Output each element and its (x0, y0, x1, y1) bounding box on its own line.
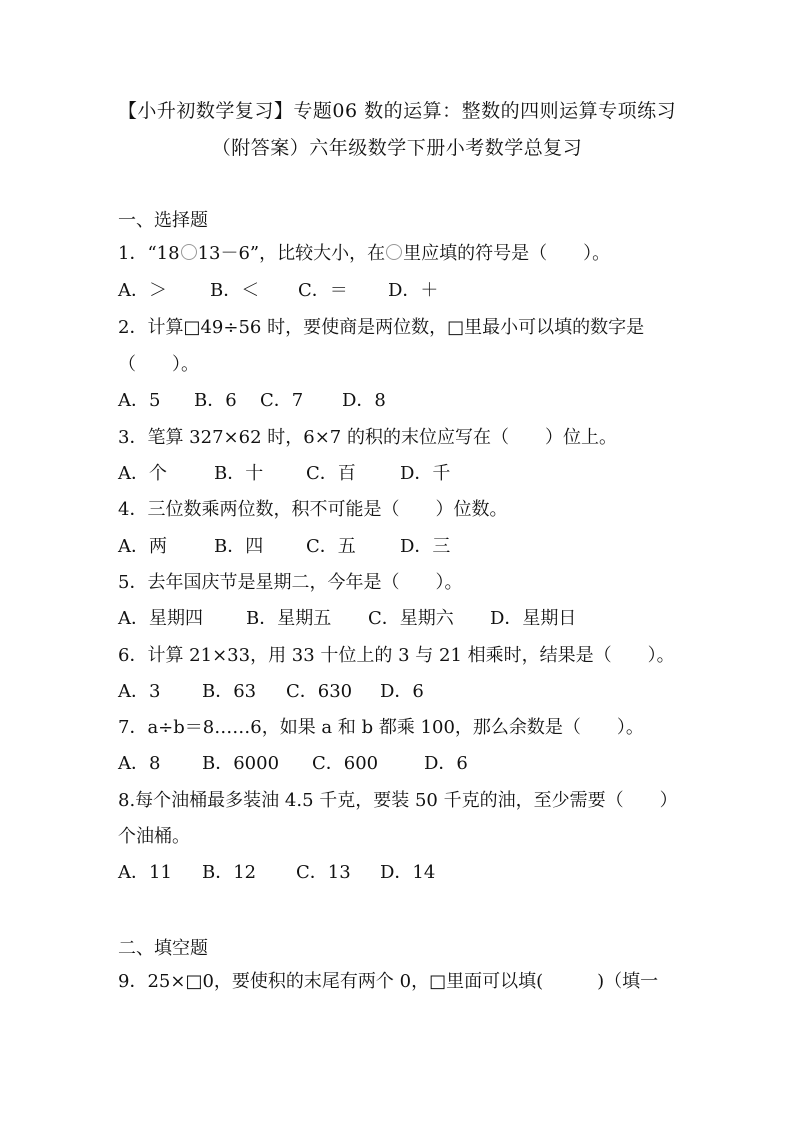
question-3: 3．笔算 327×62 时，6×7 的积的末位应写在（ ）位上。 (118, 427, 617, 448)
option-c: C．百 (306, 463, 356, 484)
option-c: C．星期六 (368, 608, 454, 629)
option-c: C．600 (312, 753, 379, 774)
question-3-options (118, 462, 450, 486)
question-8-line-1: 8.每个油桶最多装油 4.5 千克，要装 50 千克的油，至少需要（ ） (118, 790, 678, 811)
option-d: D．8 (342, 390, 386, 411)
option-c: C．13 (296, 862, 351, 883)
option-d: D．千 (400, 463, 451, 484)
question-1 (118, 242, 610, 266)
option-d: D．＋ (388, 280, 439, 301)
option-a: A．5 (118, 390, 161, 411)
question-6-options (118, 680, 424, 704)
option-b: B．63 (202, 681, 257, 702)
option-d: D．6 (380, 681, 424, 702)
section-heading-choice: 一、选择题 (118, 210, 208, 231)
question-1-options (118, 279, 438, 303)
option-a: A．两 (118, 536, 167, 557)
circle-blank-icon (386, 244, 402, 260)
option-b: B．12 (202, 862, 257, 883)
option-b: B．6 (194, 390, 237, 411)
question-2-line-2: （ ）。 (118, 354, 199, 375)
option-b: B．6000 (202, 753, 280, 774)
option-b: B．＜ (210, 280, 260, 301)
option-b: B．四 (214, 536, 264, 557)
option-c: C．630 (286, 681, 353, 702)
question-7: 7．a÷b＝8……6，如果 a 和 b 都乘 100，那么余数是（ ）。 (118, 717, 644, 738)
question-4: 4．三位数乘两位数，积不可能是（ ）位数。 (118, 499, 508, 520)
question-1-text-b: 13－6”，比较大小，在 (197, 243, 386, 264)
option-a: A．11 (118, 862, 172, 883)
option-c: C．＝ (298, 280, 348, 301)
title-line-2: （附答案）六年级数学下册小考数学总复习 (211, 137, 583, 159)
option-d: D．14 (380, 862, 436, 883)
question-9: 9．25×□0，要使积的末尾有两个 0，□里面可以填( )（填一 (118, 971, 659, 992)
question-6: 6．计算 21×33，用 33 十位上的 3 与 21 相乘时，结果是（ ）。 (118, 645, 675, 666)
option-a: A．8 (118, 753, 161, 774)
option-a: A．＞ (118, 280, 167, 301)
question-8-line-2: 个油桶。 (118, 826, 190, 847)
question-7-options (118, 752, 468, 776)
section-heading-fill: 二、填空题 (118, 938, 208, 959)
circle-blank-icon (181, 244, 197, 260)
question-2-line-1: 2．计算□49÷56 时，要使商是两位数，□里最小可以填的数字是 (118, 317, 645, 338)
option-d: D．三 (400, 536, 451, 557)
option-a: A．3 (118, 681, 161, 702)
option-a: A．星期四 (118, 608, 203, 629)
question-1-text-a: 1．“18 (118, 243, 180, 264)
option-c: C．7 (260, 390, 304, 411)
option-d: D．星期日 (490, 608, 577, 629)
question-5-options (118, 607, 576, 631)
option-d: D．6 (424, 753, 468, 774)
option-c: C．五 (306, 536, 356, 557)
option-a: A．个 (118, 463, 167, 484)
question-5: 5．去年国庆节是星期二，今年是（ ）。 (118, 572, 463, 593)
question-1-text-c: 里应填的符号是（ ）。 (403, 243, 611, 264)
option-b: B．星期五 (246, 608, 332, 629)
option-b: B．十 (214, 463, 264, 484)
question-8-options (118, 861, 435, 885)
question-4-options (118, 535, 450, 559)
title-line-1: 【小升初数学复习】专题06 数的运算：整数的四则运算专项练习 (117, 100, 677, 122)
question-2-options (118, 389, 386, 413)
